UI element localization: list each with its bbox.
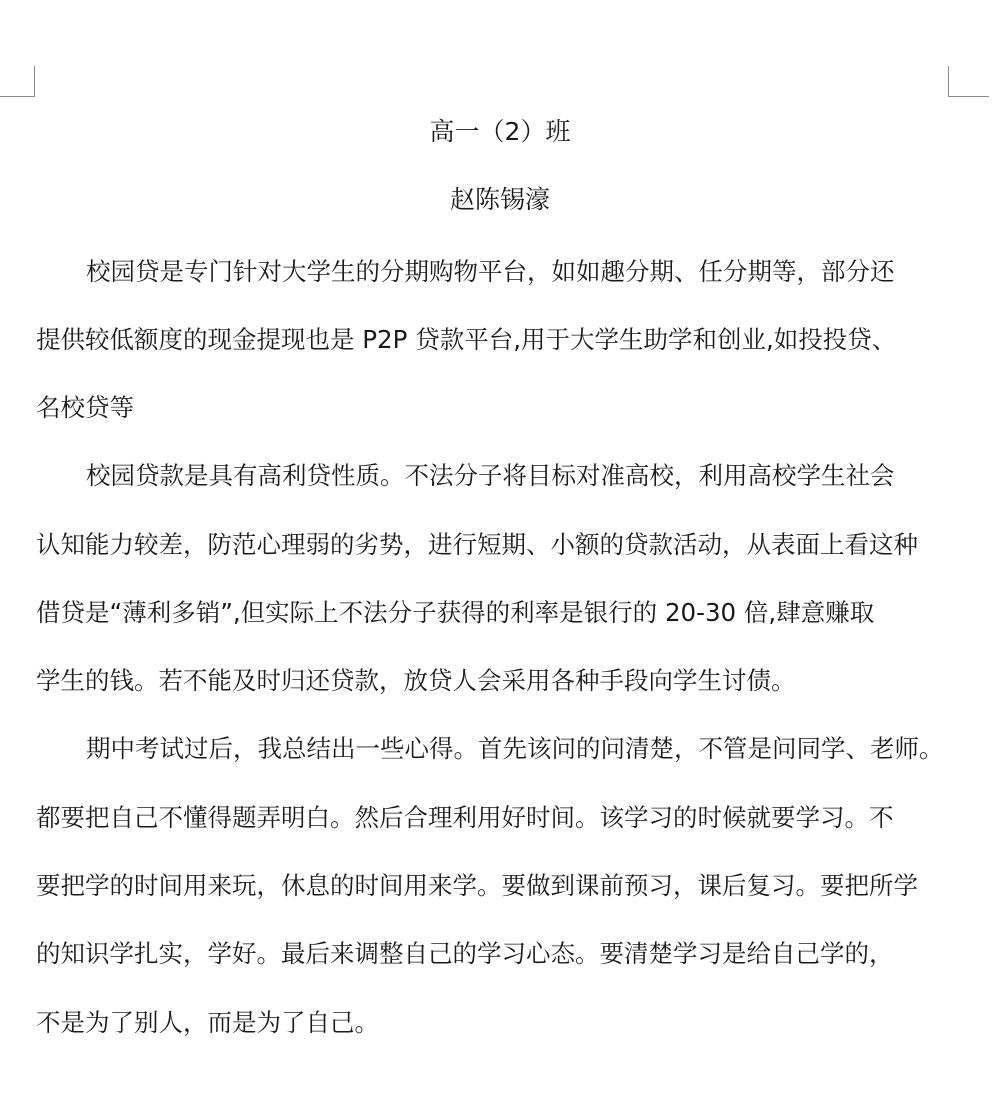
author-name: 赵陈锡濠 — [449, 185, 550, 214]
paragraph-1-line-3: 名校贷等 — [36, 393, 134, 422]
paragraph-2-line-4: 学生的钱。若不能及时归还贷款，放贷人会采用各种手段向学生讨债。 — [36, 666, 796, 695]
paragraph-3-line-4: 的知识学扎实，学好。最后来调整自己的学习心态。要清楚学习是给自己学的， — [36, 939, 894, 968]
paragraph-1-line-1: 校园贷是专门针对大学生的分期购物平台，如如趣分期、任分期等，部分还 — [86, 257, 895, 286]
paragraph-3-line-2: 都要把自己不懂得题弄明白。然后合理利用好时间。该学习的时候就要学习。不 — [36, 803, 894, 832]
paragraph-2-line-3: 借贷是“薄利多销”,但实际上不法分子获得的利率是银行的 20-30 倍,肆意赚取 — [36, 598, 875, 627]
paragraph-3-line-3: 要把学的时间用来玩，休息的时间用来学。要做到课前预习，课后复习。要把所学 — [36, 871, 918, 900]
paragraph-3-line-5: 不是为了别人，而是为了自己。 — [36, 1008, 379, 1037]
paragraph-2-line-2: 认知能力较差，防范心理弱的劣势，进行短期、小额的贷款活动，从表面上看这种 — [36, 530, 918, 559]
paragraph-1-line-2: 提供较低额度的现金提现也是 P2P 贷款平台,用于大学生助学和创业,如投投贷、 — [36, 325, 897, 354]
page-corner-mark-left — [0, 66, 35, 97]
page-corner-mark-right — [948, 66, 989, 97]
paragraph-3-line-1: 期中考试过后，我总结出一些心得。首先该问的问清楚，不管是问同学、老师。 — [86, 734, 944, 763]
document-title: 高一（2）班 — [429, 117, 571, 146]
paragraph-2-line-1: 校园贷款是具有高利贷性质。不法分子将目标对准高校，利用高校学生社会 — [86, 461, 895, 490]
